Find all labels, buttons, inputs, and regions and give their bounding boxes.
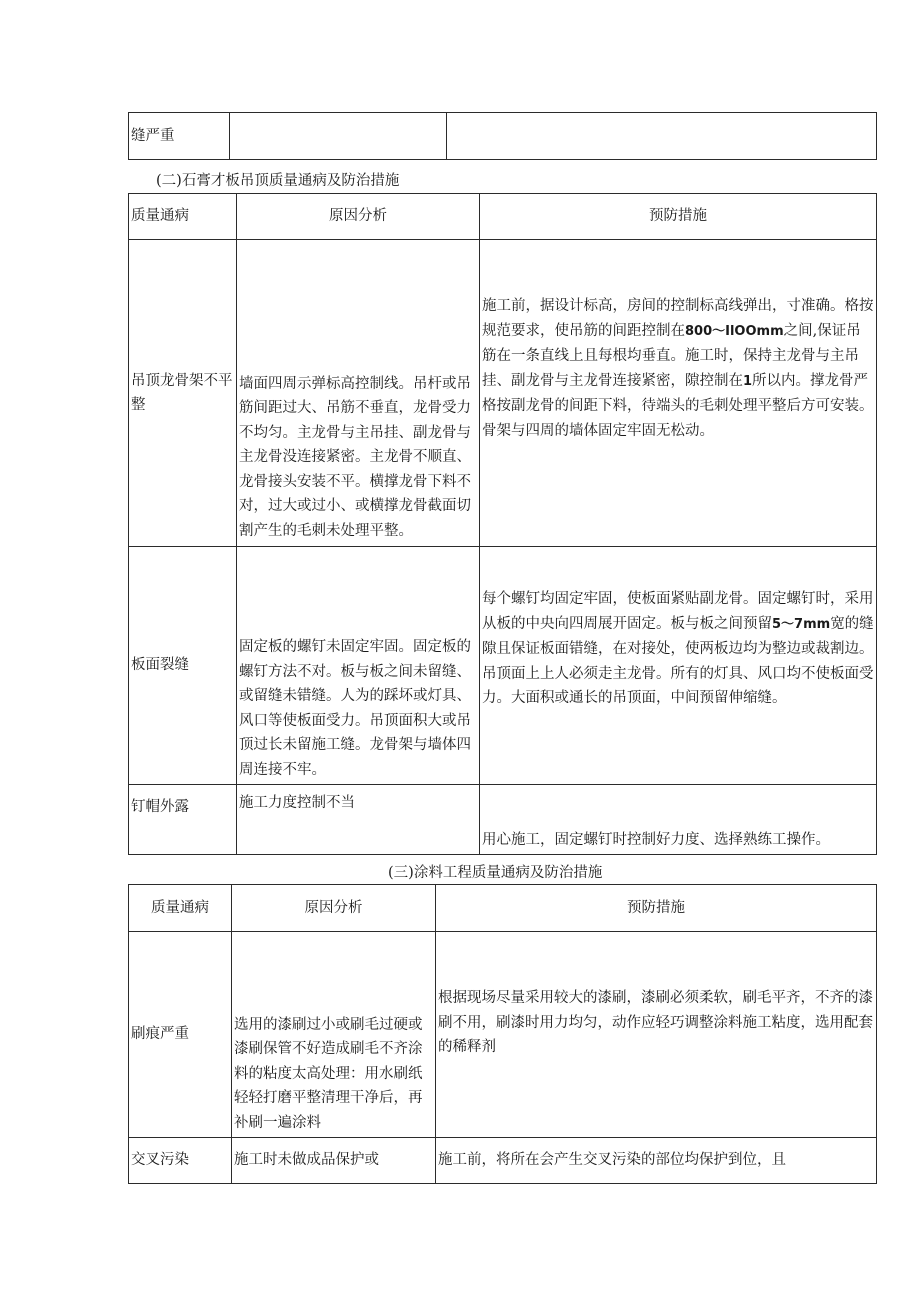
cause-cell: 墙面四周示弹标高控制线。吊杆或吊筋间距过大、吊筋不垂直，龙骨受力不均匀。主龙骨与主吊挂、副龙骨与主龙骨没连接紧密。主龙骨不顺直、龙骨接头安装不平。横撑龙骨下料不对，过大或过小、或横撑龙骨截面切割产生的毛刺未处理平整。 xyxy=(237,240,480,547)
table-row xyxy=(129,113,877,160)
cause-cell: 施工力度控制不当 xyxy=(237,785,480,855)
measure-dimension: 800〜IlOOmm xyxy=(685,323,784,339)
cause-cell xyxy=(230,113,447,160)
table-row xyxy=(129,1138,877,1184)
header-measure: 预防措施 xyxy=(480,194,877,240)
cause-cell: 施工时未做成品保护或 xyxy=(232,1138,436,1184)
measure-text: 施工前，据设计标高，房间的控制标高线弹出，寸准确。格按规范要求，使吊筋的间距控制在 xyxy=(482,298,874,339)
issue-cell: 缝严重 xyxy=(129,113,230,160)
table-header-row xyxy=(129,885,877,932)
section-3-caption: (三)涂料工程质量通病及防治措施 xyxy=(388,865,603,881)
header-cause: 原因分析 xyxy=(232,885,436,932)
measure-cell: 根据现场尽量采用较大的漆刷，漆刷必须柔软，刷毛平齐，不齐的漆刷不用，刷漆时用力均匀，动作应轻巧调整涂料施工粘度，选用配套的稀释剂 xyxy=(436,932,877,1138)
table-row xyxy=(129,547,877,785)
header-measure: 预防措施 xyxy=(436,885,877,932)
measure-text: 所以内。撑龙骨严格按副龙骨的间距下料，待端头的毛刺处理平整后方可安装。骨架与四周的墙体固定牢固无松动。 xyxy=(482,372,874,439)
issue-cell: 板面裂缝 xyxy=(129,547,237,785)
measure-cell xyxy=(480,240,877,547)
measure-cell xyxy=(447,113,877,160)
header-issue: 质量通病 xyxy=(129,194,237,240)
measure-text: 每个螺钉均固定牢固，使板面紧贴副龙骨。固定螺钉时，采用从板的中央向四周展开固定。板与板之间预留 xyxy=(482,591,874,632)
issue-cell: 刷痕严重 xyxy=(129,932,232,1138)
issue-cell: 钉帽外露 xyxy=(129,785,237,855)
measure-cell: 用心施工，固定螺钉时控制好力度、选择熟练工操作。 xyxy=(480,785,877,855)
header-cause: 原因分析 xyxy=(237,194,480,240)
measure-cell: 施工前，将所在会产生交叉污染的部位均保护到位，且 xyxy=(436,1138,877,1184)
cause-cell: 固定板的螺钉未固定牢固。固定板的螺钉方法不对。板与板之间未留缝、或留缝未错缝。人为的踩坏或灯具、风口等使板面受力。吊顶面积大或吊顶过长未留施工缝。龙骨架与墙体四周连接不牢。 xyxy=(237,547,480,785)
table-continued xyxy=(128,112,877,160)
measure-text: 宽的缝隙且保证板面错缝，在对接处，使两板边均为整边或裁割边。吊顶面上上人必须走主龙骨。所有的灯具、风口均不使板面受力。大面积或通长的吊顶面，中间预留伸缩缝。 xyxy=(482,615,874,706)
measure-dimension: 5〜7mm xyxy=(772,616,831,632)
cause-cell: 选用的漆刷过小或刷毛过硬或漆刷保管不好造成刷毛不齐涂料的粘度太高处理：用水刷纸轻轻打磨平整清理干净后，再补刷一遍涂料 xyxy=(232,932,436,1138)
measure-cell xyxy=(480,547,877,785)
table-row xyxy=(129,932,877,1138)
table-row xyxy=(129,785,877,855)
measure-text: 之间,保证吊筋在一条直线上且每根均垂直。施工时，保持主龙骨与主吊挂、副龙骨与主龙骨连接紧密，隙控制在 xyxy=(482,322,861,389)
section-2-caption: (二)石膏才板吊顶质量通病及防治措施 xyxy=(156,173,400,189)
table-header-row xyxy=(129,194,877,240)
issue-cell: 交叉污染 xyxy=(129,1138,232,1184)
coating-table xyxy=(128,884,877,1184)
gypsum-ceiling-table xyxy=(128,193,877,855)
header-issue: 质量通病 xyxy=(129,885,232,932)
table-row xyxy=(129,240,877,547)
issue-cell: 吊顶龙骨架不平整 xyxy=(129,240,237,547)
measure-dimension: 1 xyxy=(743,373,753,389)
